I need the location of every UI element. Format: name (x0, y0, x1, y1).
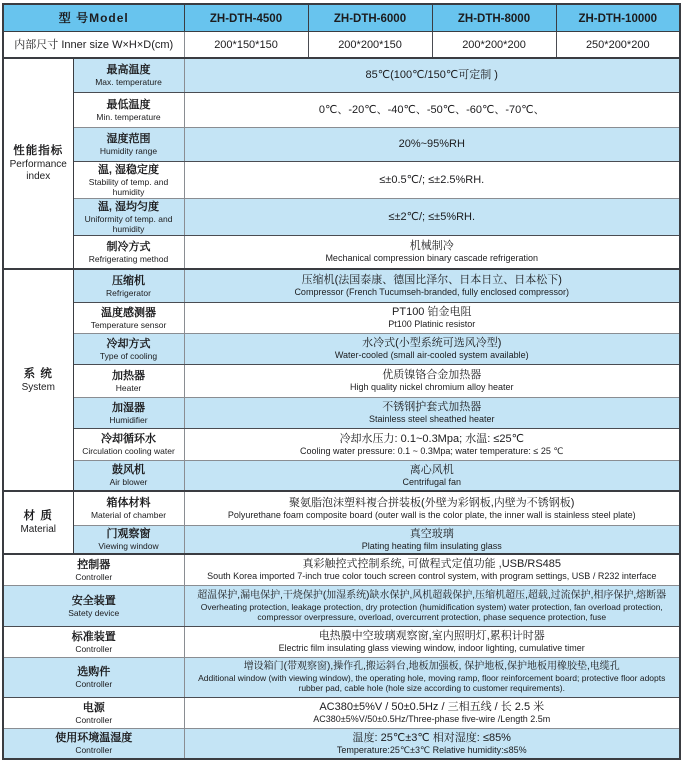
row-value-cell (184, 333, 680, 364)
row-value-zh: 水冷式(小型系统可选风冷型) (362, 337, 502, 349)
row-value-en: Electric film insulating glass viewing window, indoor lighting, cumulative timer (278, 643, 585, 653)
group-label-en: System (21, 381, 55, 393)
table-row-min-temp (3, 92, 680, 127)
row-label-cell (73, 127, 184, 161)
row-value-cell (184, 697, 680, 728)
row-value-en: South Korea imported 7-inch true color touch screen control system, with program settings, USB / R232 interface (207, 571, 657, 582)
row-value-zh: 温度: 25℃±3℃ 相对湿度: ≤85% (352, 731, 511, 744)
row-value-cell (184, 657, 680, 697)
row-label-zh: 门观察窗 (106, 528, 151, 541)
model-label-cell (3, 4, 184, 31)
row-label-en: Controller (75, 643, 113, 654)
row-label-zh: 控制器 (77, 558, 111, 571)
table-row-refrigerating-method (3, 235, 680, 269)
table-row-ambient (3, 728, 680, 759)
row-label-zh: 安全装置 (71, 594, 116, 607)
row-label-zh: 标准装置 (71, 630, 116, 643)
group-label-en: Performance index (9, 159, 67, 182)
row-value-zh: 不锈钢护套式加热器 (382, 401, 482, 413)
row-label-en: Controller (75, 571, 113, 582)
table-row-air-blower (3, 460, 680, 491)
inner-size-cell (184, 31, 308, 58)
row-label-en: Controller (75, 714, 113, 725)
row-label-en: Temperature sensor (90, 319, 167, 330)
row-label-cell (3, 657, 184, 697)
row-label-zh: 温度感测器 (101, 306, 156, 319)
row-value-zh: 冷却水压力: 0.1~0.3Mpa; 水温: ≤25℃ (339, 432, 524, 445)
group-label-zh: 性能指标 (13, 145, 64, 157)
row-value-en: Compressor (French Tucumseh-branded, fully enclosed compressor) (294, 287, 570, 298)
table-row-controller (3, 554, 680, 585)
row-value-en: Additional window (with viewing window), the operating hole, moving ramp, floor reinforcement board; protective floor adopts rubber pad, cable hole (hole size according to customer requirements). (198, 673, 666, 693)
row-label-en: Controller (75, 679, 113, 689)
row-value-en: Mechanical compression binary cascade refrigeration (325, 253, 539, 264)
inner-size-label: 内部尺寸 Inner size W×H×D(cm) (14, 39, 174, 52)
row-value-cell (184, 235, 680, 269)
table-row-optional-parts (3, 657, 680, 697)
row-value-zh: 真彩触控式控制系统, 可做程式定值功能 ,USB/RS485 (302, 558, 562, 571)
row-label-cell (3, 728, 184, 759)
model-cell (184, 4, 308, 31)
group-cell-performance (3, 58, 73, 269)
row-value-zh: 聚氨脂泡沫塑料複合拼装板(外壁为彩钢板,内壁为不锈钢板) (289, 496, 575, 509)
row-value-zh: 增设箱门(带观察窗),操作孔,搬运斜台,地板加强板, 保护地板,保护地板用橡胶垫,电缆孔 (243, 661, 620, 672)
table-row-viewing-window (3, 525, 680, 554)
row-value-en: Cooling water pressure: 0.1 ~ 0.3Mpa; water temperature: ≤ 25 ℃ (300, 445, 564, 456)
row-label-zh: 加湿器 (112, 401, 145, 414)
row-value-cell (184, 127, 680, 161)
row-label-en: Uniformity of temp. and humidity (84, 213, 173, 234)
inner-size-cell (432, 31, 556, 58)
row-label-zh: 使用环境温湿度 (55, 732, 133, 745)
row-value-cell (184, 728, 680, 759)
model-cell (308, 4, 432, 31)
row-label-zh: 冷却循环水 (101, 433, 156, 445)
row-label-en: Heater (115, 382, 142, 393)
row-label-en: Min. temperature (96, 111, 161, 122)
row-value-en: High quality nickel chromium alloy heater (349, 382, 514, 392)
row-label-zh: 鼓风机 (112, 464, 145, 477)
row-value-zh: 离心风机 (409, 463, 454, 476)
row-value-en: Temperature:25℃±3℃ Relative humidity:≤85% (336, 744, 527, 755)
row-label-cell (3, 585, 184, 626)
row-label-zh: 压缩机 (112, 274, 145, 287)
row-value-en: Stainless steel sheathed heater (368, 414, 495, 424)
inner-size-row (3, 31, 680, 58)
row-value-zh: 压缩机(法国泰康、德国比泽尔、日本日立、日本松下) (301, 274, 562, 287)
row-value-zh: ≤±2℃/; ≤±5%RH. (388, 210, 476, 223)
header-row (3, 4, 680, 31)
row-value-cell (184, 364, 680, 397)
row-value-cell (184, 626, 680, 657)
row-label-cell (73, 525, 184, 554)
model-label: 型 号Model (58, 10, 129, 25)
row-label-cell (73, 302, 184, 333)
group-label-zh: 系 统 (23, 367, 53, 380)
row-label-zh: 电源 (82, 701, 105, 714)
model-cell (432, 4, 556, 31)
row-value-cell (184, 92, 680, 127)
row-label-cell (73, 364, 184, 397)
model-cell (556, 4, 680, 31)
spec-table (2, 3, 681, 760)
inner-size-value: 250*200*200 (585, 39, 650, 52)
row-value-zh: 真空玻璃 (409, 527, 454, 540)
row-label-zh: 选购件 (77, 666, 111, 678)
row-label-en: Satety device (68, 607, 120, 618)
inner-size-value: 200*200*150 (338, 39, 402, 52)
table-row-uniformity (3, 198, 680, 235)
row-value-cell (184, 460, 680, 491)
row-value-cell (184, 269, 680, 302)
row-label-cell (73, 235, 184, 269)
row-value-zh: 超温保护,漏电保护,干烧保护(加湿系统)缺水保护,风机超载保护,压缩机超压,超载,过流保护,相序保护,熔断器 (197, 589, 667, 601)
row-label-cell (3, 626, 184, 657)
table-row-cooling-type (3, 333, 680, 364)
model-name: ZH-DTH-6000 (333, 12, 407, 25)
row-label-zh: 温, 湿稳定度 (97, 163, 160, 176)
table-row-refrigerator (3, 269, 680, 302)
row-label-zh: 箱体材料 (106, 497, 151, 510)
row-label-cell (73, 92, 184, 127)
row-label-en: Humidity range (99, 146, 158, 156)
row-label-cell (73, 397, 184, 428)
inner-size-cell (556, 31, 680, 58)
table-row-humidity-range (3, 127, 680, 161)
group-cell-material (3, 491, 73, 554)
row-value-zh: 20%~95%RH (398, 138, 465, 150)
row-value-zh: PT100 铂金电阻 (392, 306, 472, 318)
row-label-cell (73, 161, 184, 198)
table-row-stability (3, 161, 680, 198)
row-label-en: Controller (75, 745, 113, 756)
table-row-safety-device (3, 585, 680, 626)
model-name: ZH-DTH-10000 (578, 12, 658, 25)
row-value-en: Pt100 Platinic resistor (388, 319, 476, 329)
row-value-cell (184, 397, 680, 428)
row-label-cell (73, 333, 184, 364)
row-label-en: Air blower (109, 477, 148, 488)
group-cell-system (3, 269, 73, 491)
row-value-cell (184, 428, 680, 460)
row-label-zh: 温, 湿均匀度 (97, 200, 160, 213)
row-label-cell (73, 491, 184, 525)
row-label-zh: 湿度范围 (106, 133, 151, 145)
row-label-zh: 最低温度 (106, 98, 151, 111)
inner-size-label-cell (3, 31, 184, 58)
group-label-en: Material (20, 524, 57, 535)
row-value-en: AC380±5%V/50±0.5Hz/Three-phase five-wire /Length 2.5m (313, 714, 551, 724)
row-label-zh: 最高温度 (106, 64, 151, 77)
table-row-humidifier (3, 397, 680, 428)
table-row-power-supply (3, 697, 680, 728)
row-label-cell (3, 554, 184, 585)
row-value-zh: 85℃(100℃/150℃可定制 ) (365, 69, 498, 82)
row-label-en: Humidifier (109, 414, 148, 425)
row-label-cell (73, 428, 184, 460)
row-value-cell (184, 491, 680, 525)
row-value-zh: 电热膜中空玻璃观察窗,室内照明灯,累积计时器 (318, 630, 545, 642)
model-name: ZH-DTH-4500 (209, 12, 283, 25)
row-value-en: Overheating protection, leakage protection, dry protection (humidification system) water protection, fan overload protection, compressor overpressure, overload, overcurrent protection, phase sequence protection, fuse (200, 601, 663, 622)
row-value-cell (184, 585, 680, 626)
row-label-en: Refrigerator (106, 287, 151, 298)
row-label-cell (3, 697, 184, 728)
group-label-zh: 材 质 (23, 510, 53, 522)
row-label-en: Refrigerating method (88, 253, 169, 264)
inner-size-cell (308, 31, 432, 58)
row-value-en: Plating heating film insulating glass (361, 540, 502, 551)
row-value-cell (184, 302, 680, 333)
row-value-zh: 0℃、-20℃、-40℃、-50℃、-60℃、-70℃、 (318, 103, 545, 116)
row-label-en: Stability of temp. and humidity (88, 176, 169, 197)
table-row-temp-sensor (3, 302, 680, 333)
row-label-zh: 加热器 (112, 369, 145, 382)
row-value-cell (184, 525, 680, 554)
row-label-cell (73, 198, 184, 235)
row-label-en: Circulation cooling water (82, 446, 175, 456)
row-value-en: Polyurethane foam composite board (outer wall is the color plate, the inner wall is stainless steel plate) (227, 509, 636, 520)
row-label-cell (73, 269, 184, 302)
row-value-cell (184, 198, 680, 235)
model-name: ZH-DTH-8000 (457, 12, 531, 25)
row-label-zh: 冷却方式 (106, 337, 151, 350)
row-value-zh: 机械制冷 (409, 240, 454, 253)
row-label-en: Material of chamber (90, 510, 167, 521)
row-label-cell (73, 58, 184, 92)
table-row-standard-device (3, 626, 680, 657)
table-row-cooling-water (3, 428, 680, 460)
row-value-zh: AC380±5%V / 50±0.5Hz / 三相五线 / 长 2.5 米 (319, 701, 545, 713)
row-label-cell (73, 460, 184, 491)
row-label-zh: 制冷方式 (106, 240, 151, 253)
inner-size-value: 200*200*200 (462, 39, 526, 52)
row-value-cell (184, 58, 680, 92)
row-value-cell (184, 554, 680, 585)
table-row-max-temp (3, 58, 680, 92)
row-value-zh: ≤±0.5℃/; ≤±2.5%RH. (379, 173, 485, 186)
row-label-en: Type of cooling (99, 350, 158, 361)
row-label-en: Viewing window (98, 541, 159, 552)
row-value-en: Centrifugal fan (402, 476, 462, 487)
table-row-heater (3, 364, 680, 397)
row-value-en: Water-cooled (small air-cooled system available) (334, 350, 529, 360)
row-value-zh: 优质镍铬合金加热器 (382, 369, 482, 381)
row-value-cell (184, 161, 680, 198)
row-label-en: Max. temperature (95, 77, 162, 88)
inner-size-value: 200*150*150 (214, 39, 278, 52)
table-row-chamber-material (3, 491, 680, 525)
